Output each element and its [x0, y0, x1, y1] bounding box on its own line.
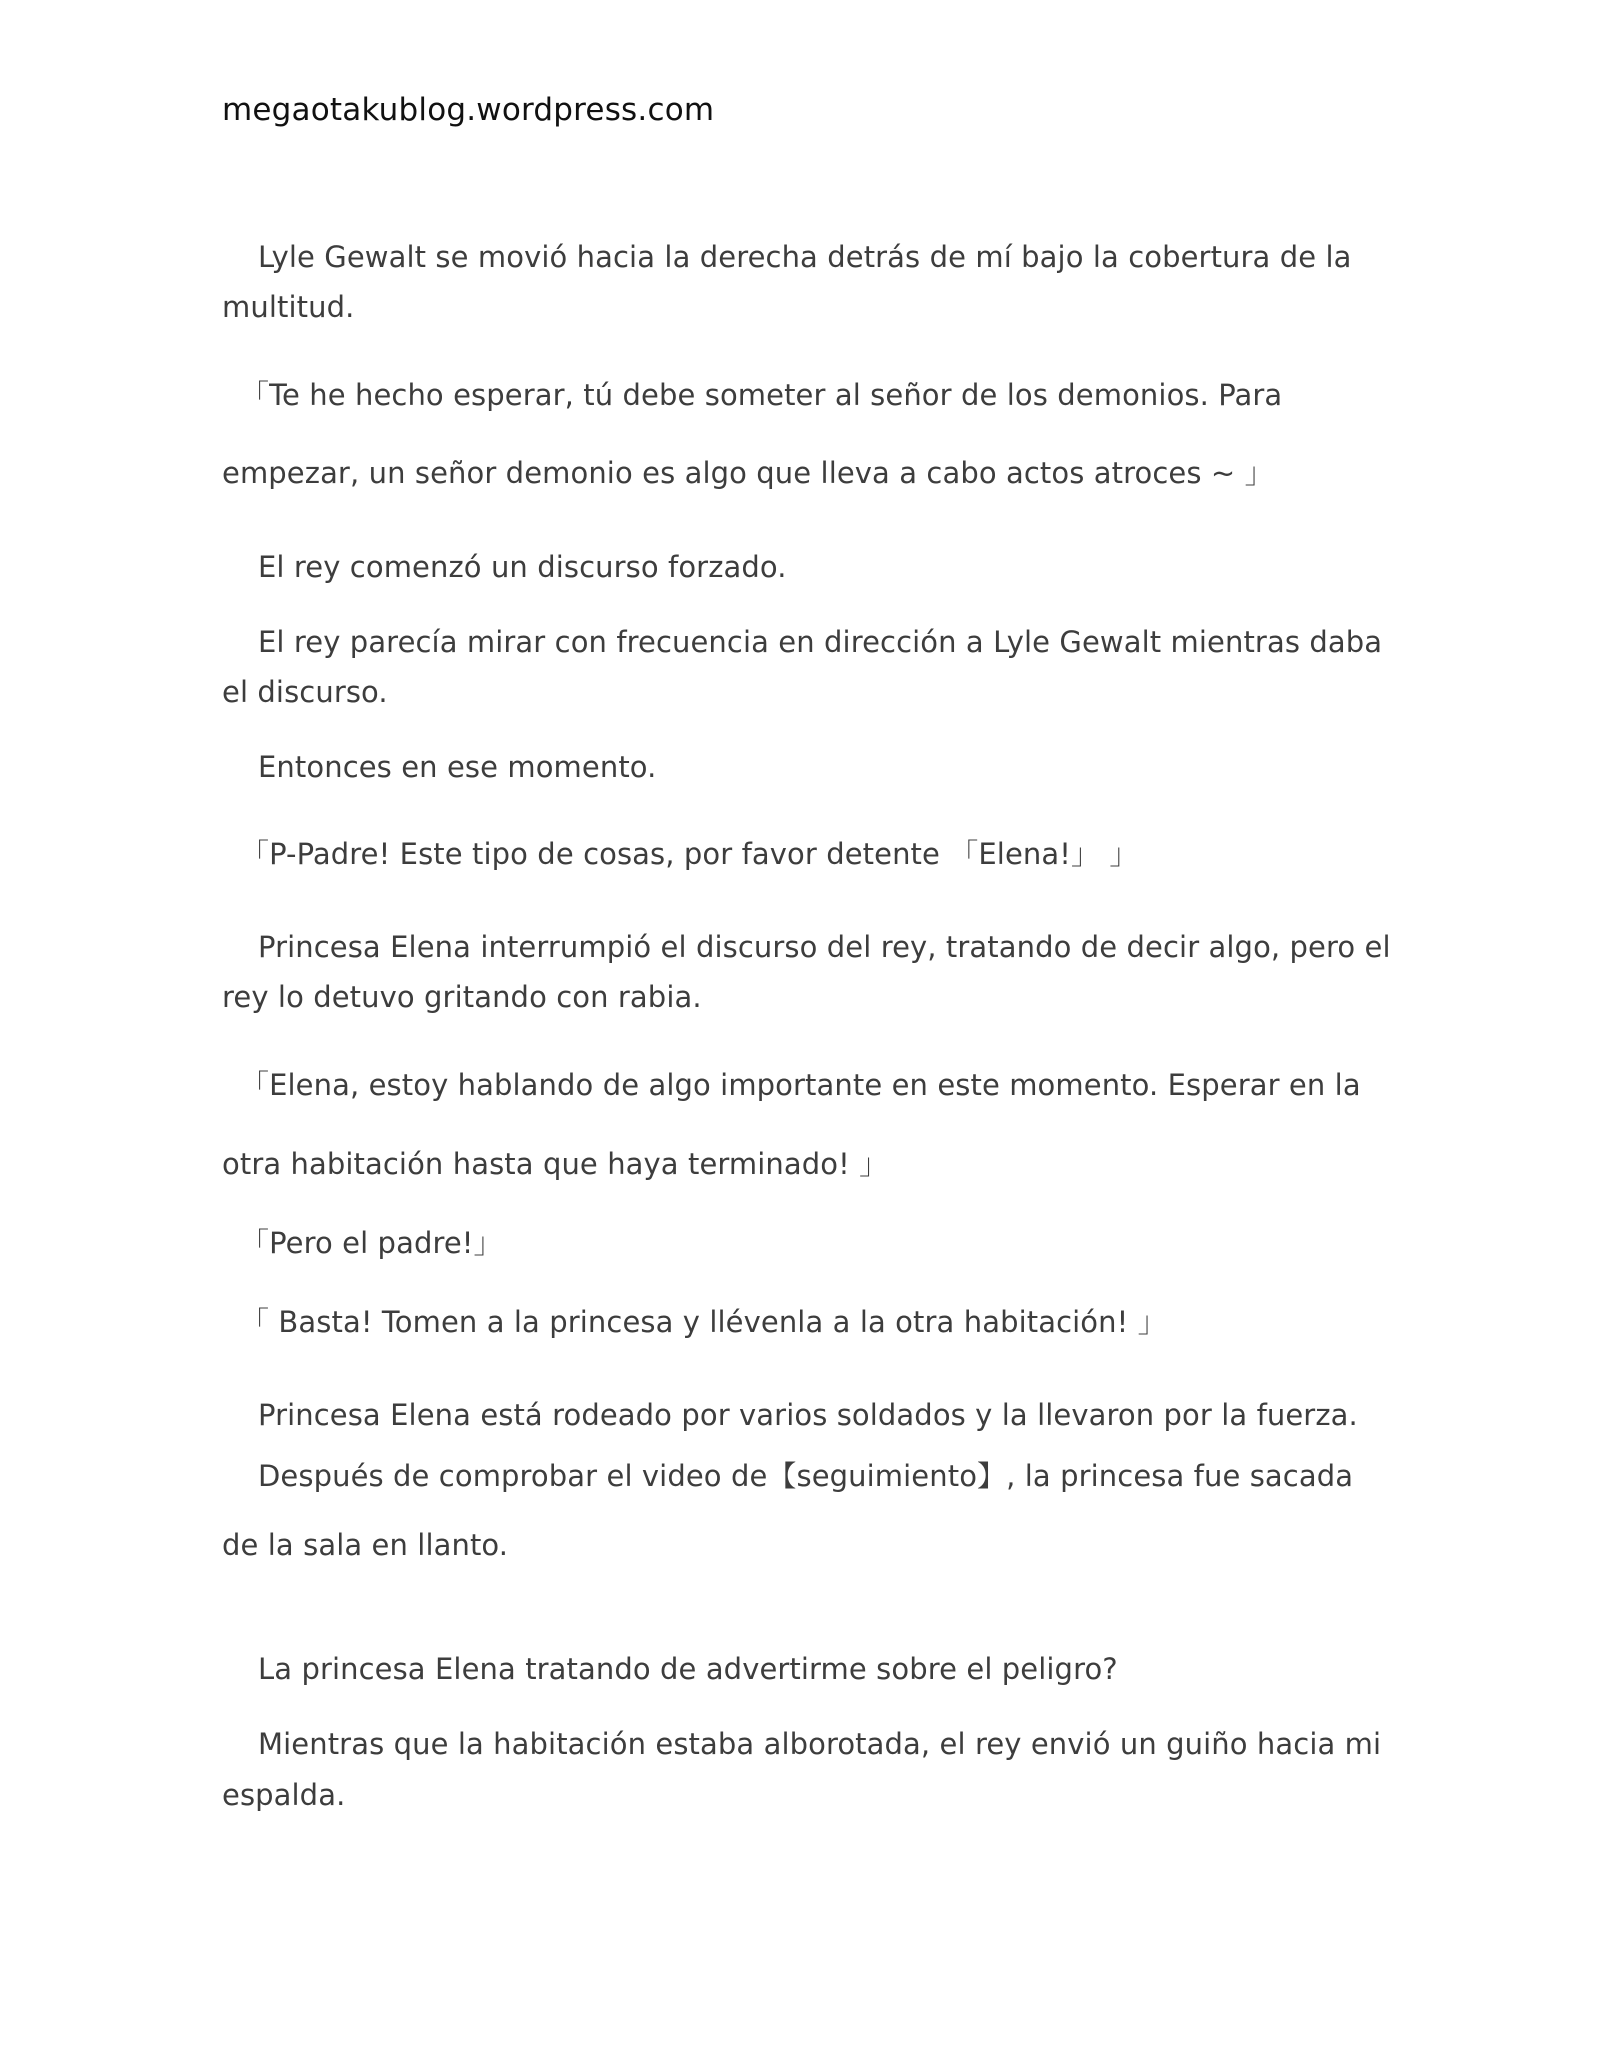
dialogue-line: 「 Basta! Tomen a la princesa y llévenla a la otra habitación! 」 [240, 1305, 1167, 1339]
paragraph-line: Mientras que la habitación estaba alborotada, el rey envió un guiño hacia mi [258, 1727, 1382, 1761]
paragraph-line: multitud. [222, 290, 355, 324]
paragraph-line: espalda. [222, 1778, 346, 1812]
dialogue-line: empezar, un señor demonio es algo que lleva a cabo actos atroces ~ 」 [222, 456, 1274, 490]
dialogue-line: 「P-Padre! Este tipo de cosas, por favor detente 「Elena!」 」 [240, 837, 1139, 871]
dialogue-line: 「Te he hecho esperar, tú debe someter al señor de los demonios. Para [240, 378, 1283, 412]
dialogue-line: 「Elena, estoy hablando de algo importante en este momento. Esperar en la [240, 1068, 1361, 1102]
site-header: megaotakublog.wordpress.com [222, 92, 715, 128]
paragraph-line: de la sala en llanto. [222, 1528, 509, 1562]
paragraph-line: Después de comprobar el video de【seguimiento】, la princesa fue sacada [258, 1459, 1354, 1493]
paragraph-line: el discurso. [222, 675, 388, 709]
paragraph-line: El rey parecía mirar con frecuencia en dirección a Lyle Gewalt mientras daba [258, 625, 1383, 659]
paragraph-line: Princesa Elena está rodeado por varios soldados y la llevaron por la fuerza. [258, 1398, 1358, 1432]
paragraph-line: Entonces en ese momento. [258, 750, 657, 784]
dialogue-line: otra habitación hasta que haya terminado! 」 [222, 1147, 889, 1181]
dialogue-line: 「Pero el padre!」 [240, 1226, 503, 1260]
paragraph-line: El rey comenzó un discurso forzado. [258, 550, 787, 584]
paragraph-line: Lyle Gewalt se movió hacia la derecha detrás de mí bajo la cobertura de la [258, 240, 1352, 274]
paragraph-line: Princesa Elena interrumpió el discurso del rey, tratando de decir algo, pero el [258, 930, 1391, 964]
paragraph-line: La princesa Elena tratando de advertirme sobre el peligro? [258, 1652, 1118, 1686]
paragraph-line: rey lo detuvo gritando con rabia. [222, 980, 702, 1014]
